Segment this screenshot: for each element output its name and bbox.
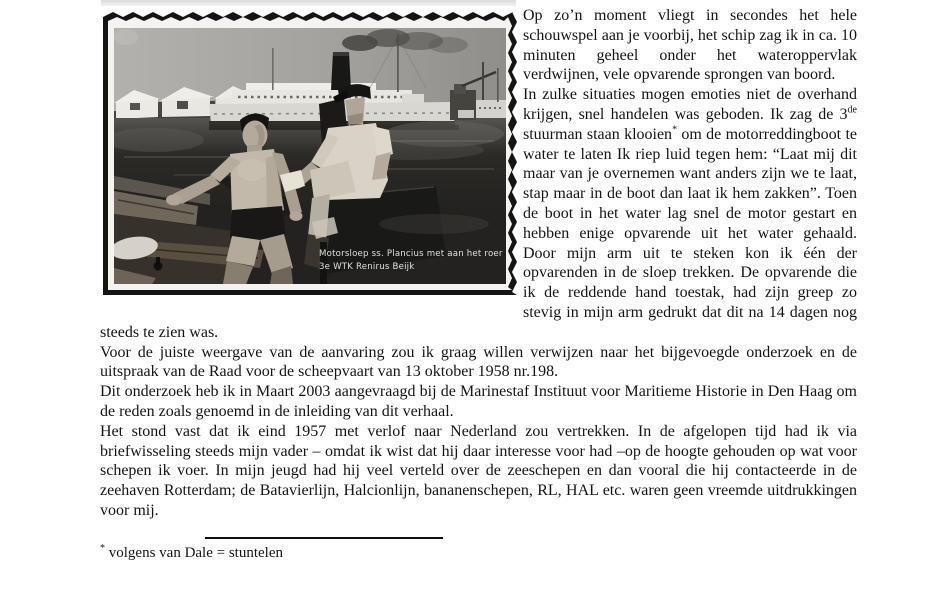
photo-caption-line1: Motorsloep ss. Plancius met aan het roer [319, 249, 503, 259]
footnote [100, 544, 857, 563]
scratch-blotch [114, 29, 138, 45]
footnote-divider [205, 537, 443, 539]
scan-artifact [101, 0, 516, 6]
photo [103, 12, 517, 295]
paragraph-inquiry-text: Voor de juiste weergave van de aanvaring zou ik graag willen verwijzen naar het bijgevoegde onderzoek en de uitspraak van de Raad voor de scheepvaart van 13 oktober 1958 nr.198. [100, 343, 857, 381]
rescue-text-mid: stuurman staan klooien [523, 125, 673, 143]
rescue-text-start: In zulke situaties mogen emoties niet de overhand krijgen, snel handelen was geboden. Ik zag de 3 [523, 86, 857, 123]
footnote-marker: * [100, 542, 105, 554]
paragraph-inquiry [100, 343, 857, 383]
footnote-reference-asterisk: * [672, 124, 678, 136]
paragraph-leave-text: Het stond vast dat ik eind 1957 met verlof naar Nederland zou vertrekken. In de afgelopen tijd had ik via briefwisseling steeds mijn vader – omdat ik wist dat hij daar interesse voor had –op de hoogte gehouden op wat voor schepen ik voer. In mijn jeugd had hij veel verteld over de zeeschepen en dan vooral die hij contacteerde in de zeehaven Rotterdam; de Batavierlijn, Halcionlijn, bananenschepen, RL, HAL etc. waren geen vreemde uitdrukkingen voor mij. [100, 422, 857, 519]
paragraph-archive-text: Dit onderzoek heb ik in Maart 2003 aangevraagd bij de Marinestaf Instituut voor Maritieme Historie in Den Haag om de reden zoals genoemd in de inleiding van dit verhaal. [100, 383, 857, 420]
paragraph-sinking-text: Op zo’n moment vliegt in secondes het hele schouwspel aan je voorbij, het schip zag ik in ca. 10 minuten geheel onder het wateroppervlak verdwijnen, vele opvarende sprongen van boord. [523, 7, 857, 84]
paragraph-leave [100, 422, 857, 521]
paragraph-archive [100, 382, 857, 422]
superscript-de: de [847, 104, 857, 116]
photo-image [114, 28, 506, 284]
photo-caption-line2: 3e WTK Renirus Beijk [319, 262, 415, 272]
footnote-text: volgens van Dale = stuntelen [108, 544, 284, 561]
rescue-text-end: om de motorreddingboot te water te laten Ik riep luid tegen hem: “Laat mij dit maar van je overnemen want anders zijn we te laat, stap maar in de boot dan laat ik hem zakken”. Toen de boot in het water lag snel de motor gestart en hebben enige opvarende uit het water gehaald. Door mijn arm uit te steken kon ik één der opvarenden in de sloep trekken. De opvarende die ik de reddende hand toestak, had zijn greep zo stevig in mijn arm gedrukt dat dit na 14 dagen nog steeds te zien was. [100, 125, 857, 341]
